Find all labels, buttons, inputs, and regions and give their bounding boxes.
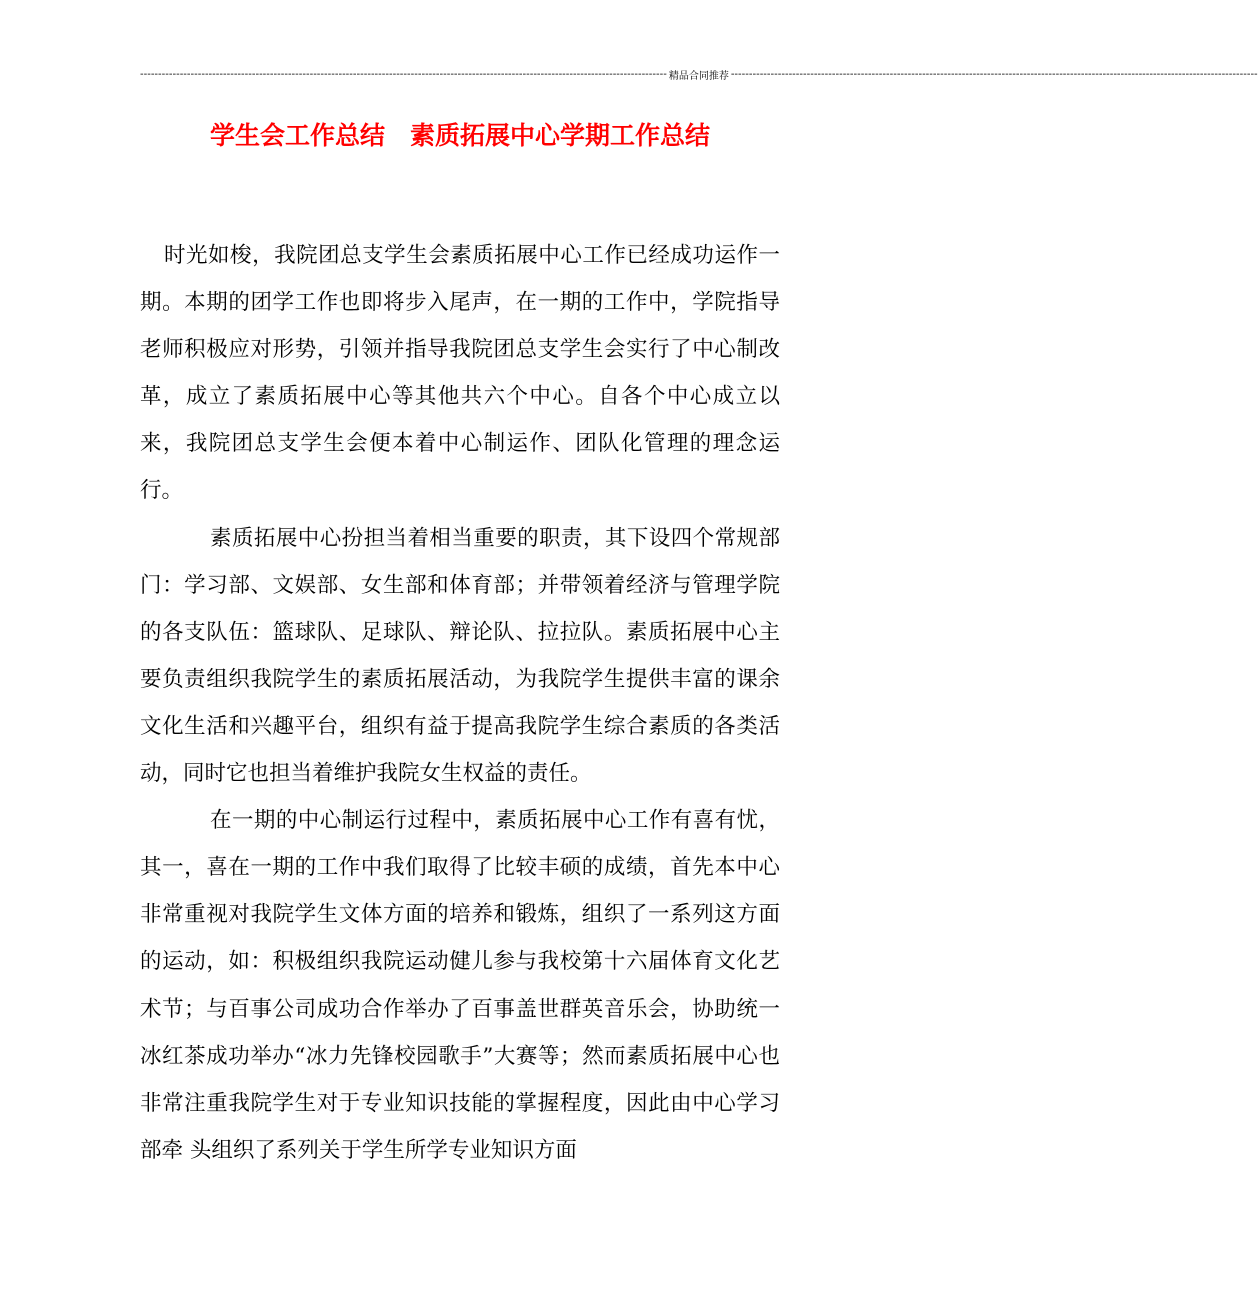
paragraph-1: 时光如梭，我院团总支学生会素质拓展中心工作已经成功运作一期。本期的团学工作也即将步入尾声，在一期的工作中，学院指导老师积极应对形势，引领并指导我院团总支学生会实行了中心制改革，成立了素质拓展中心等其他共六个中心。自各个中心成立以来，我院团总支学生会便本着中心制运作、团队化管理的理念运行。 (140, 243, 780, 504)
page-header (140, 66, 1258, 82)
header-rule-left: -------------------------------------------------------------------------------------------------------------------------------------------------- (140, 68, 667, 80)
paragraph-3: 在一期的中心制运行过程中，素质拓展中心工作有喜有忧，其一，喜在一期的工作中我们取得了比较丰硕的成绩，首先本中心非常重视对我院学生文体方面的培养和锻炼，组织了一系列这方面的运动，如：积极组织我院运动健儿参与我校第十六届体育文化艺术节；与百事公司成功合作举办了百事盖世群英音乐会，协助统一冰红茶成功举办“冰力先锋校园歌手”大赛等；然而素质拓展中心也非常注重我院学生对于专业知识技能的掌握程度，因此由中心学习部牵 头组织了系列关于学生所学专业知识方面 (140, 808, 780, 1163)
header-rule-right: -------------------------------------------------------------------------------------------------------------------------------------------------- (730, 68, 1258, 80)
paragraph-2: 素质拓展中心扮担当着相当重要的职责，其下设四个常规部门：学习部、文娱部、女生部和体育部；并带领着经济与管理学院的各支队伍：篮球队、足球队、辩论队、拉拉队。素质拓展中心主要负责组织我院学生的素质拓展活动，为我院学生提供丰富的课余文化生活和兴趣平台，组织有益于提高我院学生综合素质的各类活动，同时它也担当着维护我院女生权益的责任。 (140, 525, 780, 787)
document-body (140, 232, 780, 1174)
header-label: 精品合同推荐 (668, 70, 729, 82)
document-title: 学生会工作总结 素质拓展中心学期工作总结 (209, 121, 710, 150)
